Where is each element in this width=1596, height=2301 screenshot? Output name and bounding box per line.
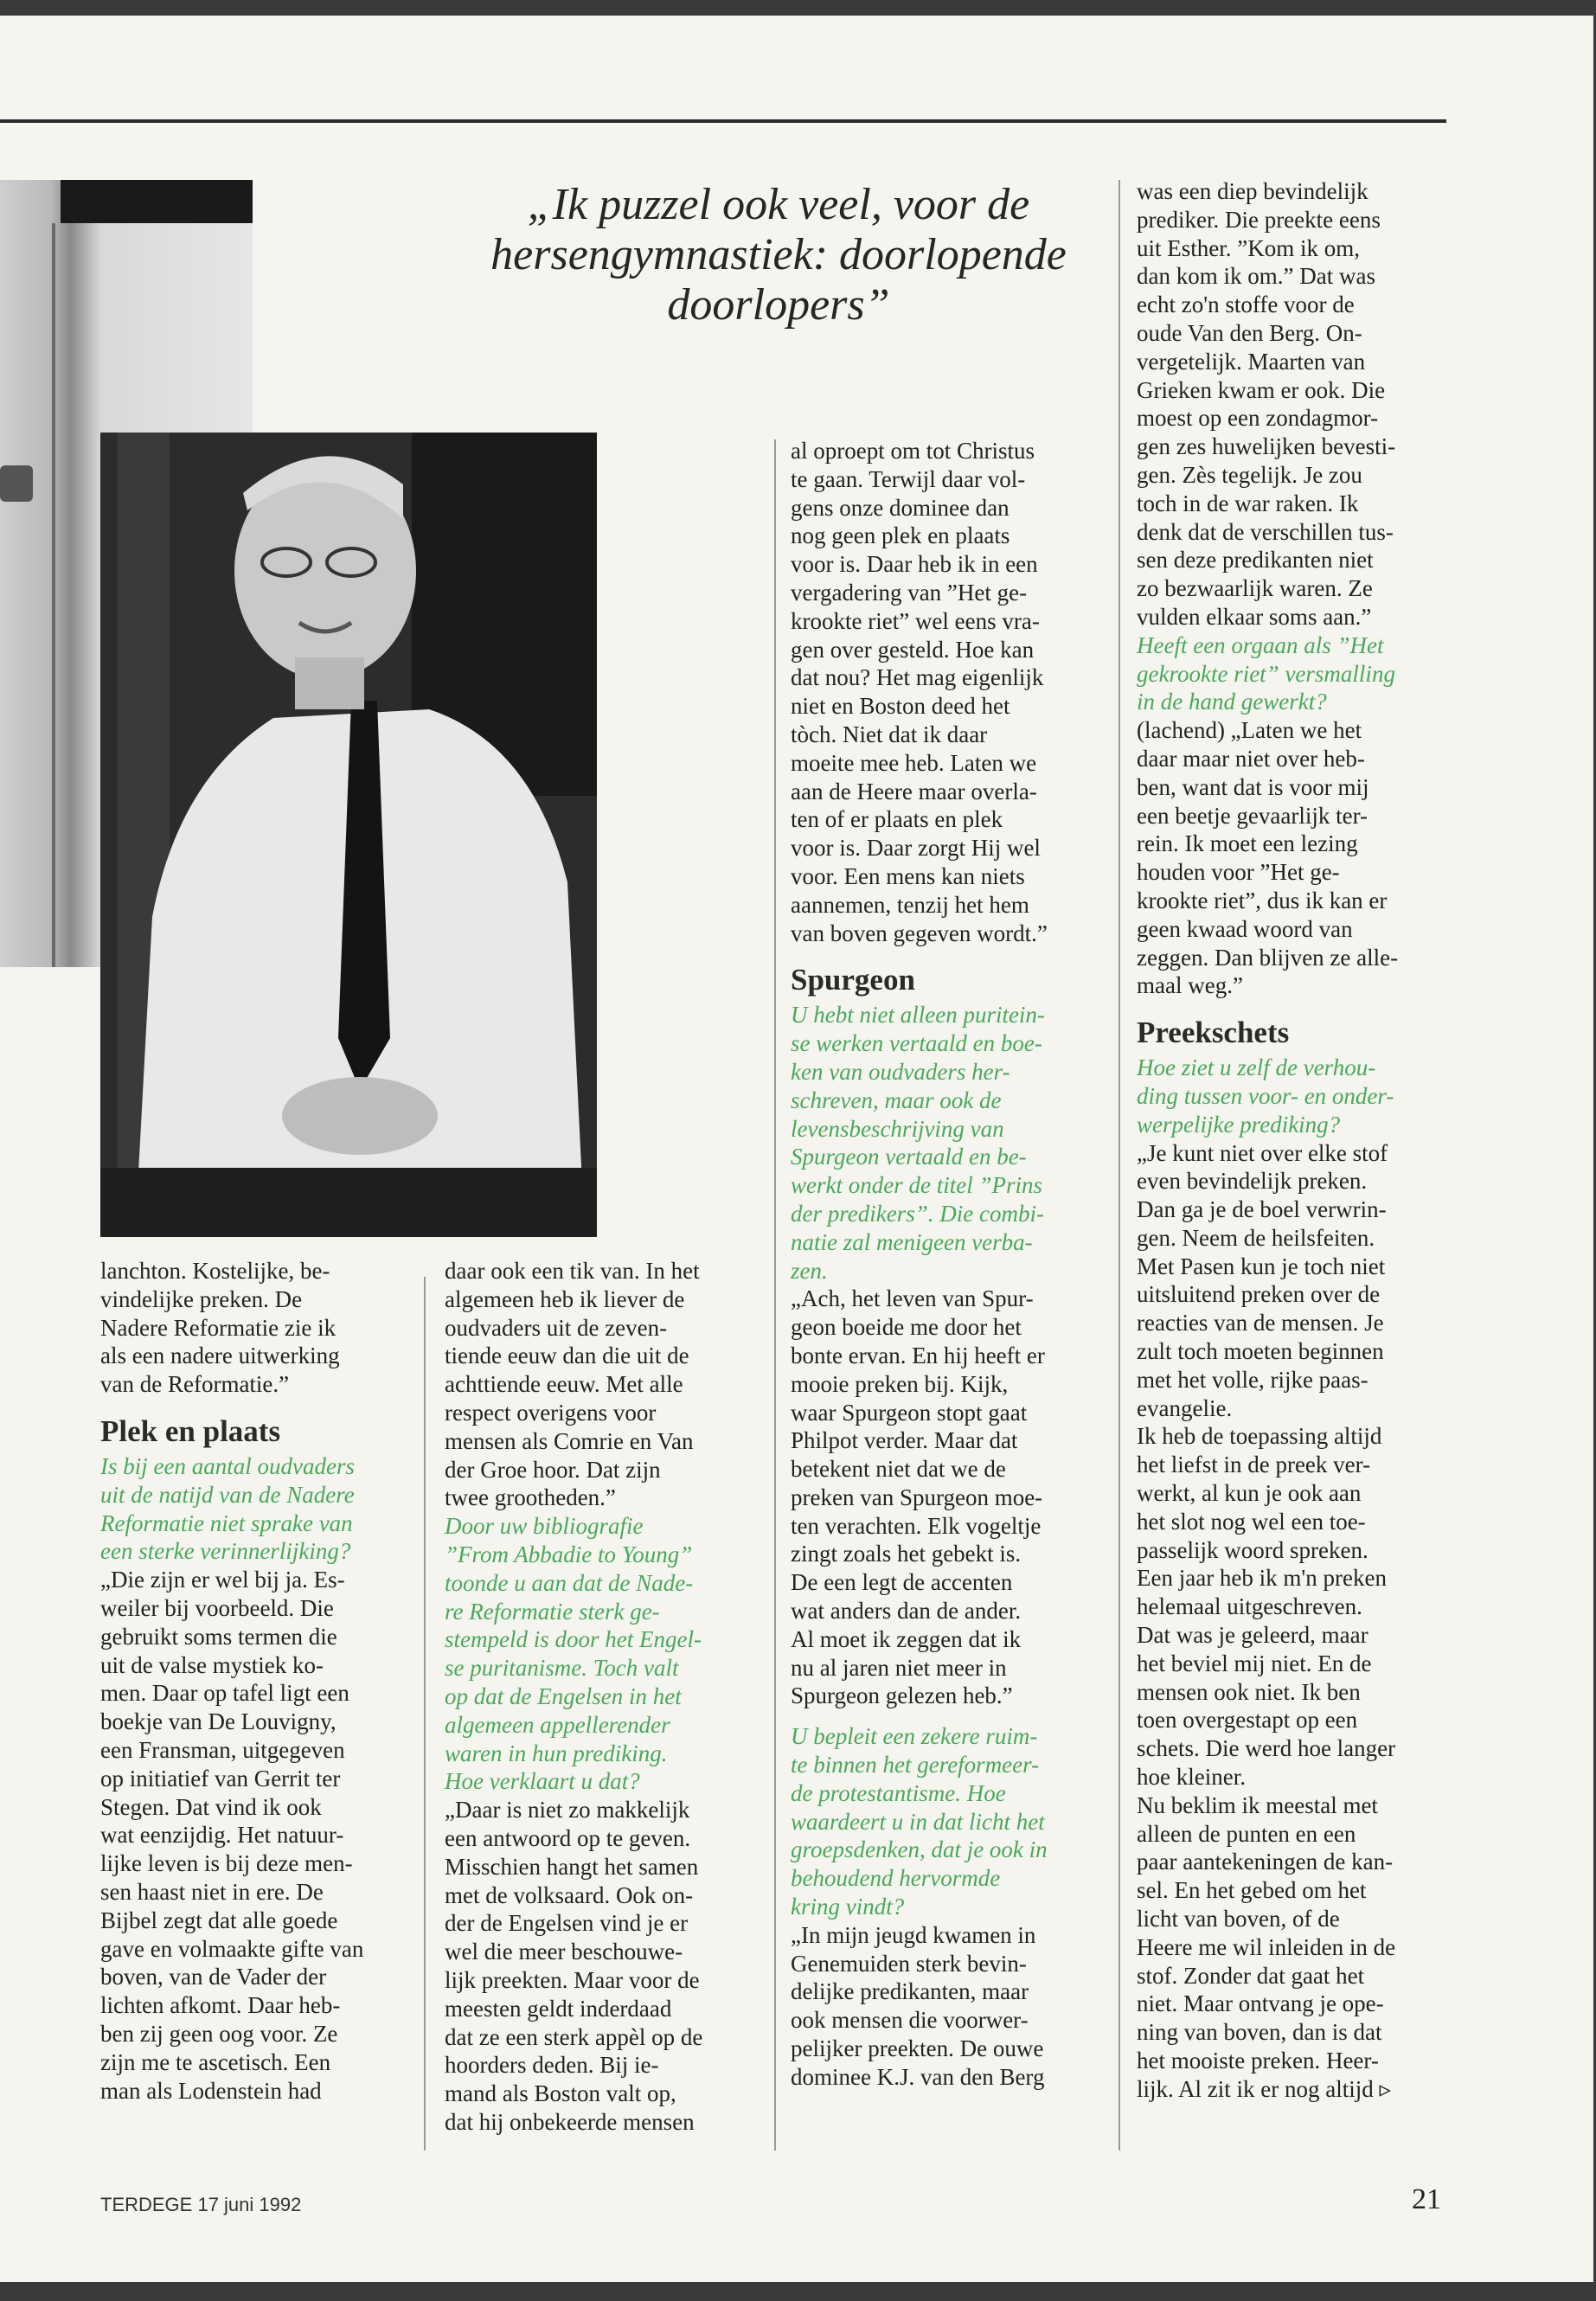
body-text-line: „Je kunt niet over elke stof: [1137, 1139, 1388, 1166]
body-text-line: Ik heb de toepassing altijd: [1137, 1423, 1382, 1450]
portrait-photo: [100, 433, 597, 1237]
text-column-2: [445, 1257, 702, 2137]
body-text-line: zingt zoals het gebekt is.: [791, 1541, 1022, 1567]
body-text-line: betekent niet dat we de: [791, 1456, 1006, 1483]
body-text-line: oudvaders uit de zeven-: [445, 1314, 668, 1341]
body-text-line: Met Pasen kun je toch niet: [1137, 1253, 1386, 1279]
interview-question-line: Spurgeon vertaald en be-: [791, 1144, 1027, 1170]
section-heading: Spurgeon: [791, 963, 915, 997]
body-text-line: geon boeide me door het: [791, 1314, 1022, 1341]
interview-question-line: werpelijke prediking?: [1137, 1111, 1341, 1138]
body-text-line: weiler bij voorbeeld. Die: [100, 1594, 334, 1621]
body-text-line: gen zes huwelijken bevesti-: [1137, 433, 1396, 460]
body-text-line: hoe kleiner.: [1137, 1764, 1246, 1791]
body-text-line: De een legt de accenten: [791, 1569, 1013, 1596]
body-text-line: dat hij onbekeerde mensen: [445, 2108, 695, 2135]
photo-door-edge: [52, 223, 55, 967]
body-text-line: licht van boven, of de: [1137, 1906, 1340, 1932]
body-text-line: man als Lodenstein had: [100, 2077, 322, 2104]
interview-question-line: uit de natijd van de Nadere: [100, 1481, 355, 1508]
body-text-line: Genemuiden sterk bevin-: [791, 1950, 1027, 1977]
body-text-line: met het volle, rijke paas-: [1137, 1366, 1368, 1393]
body-text-line: delijke predikanten, maar: [791, 1978, 1029, 2005]
interview-question-line: behoudend hervormde: [791, 1865, 1001, 1892]
spacer: [791, 947, 1048, 959]
body-text-line: mooie preken bij. Kijk,: [791, 1370, 1009, 1397]
body-text-line: tòch. Niet dat ik daar: [791, 721, 988, 747]
body-text-line: een Fransman, uitgegeven: [100, 1736, 345, 1763]
interview-question-line: U bepleit een zekere ruim-: [791, 1723, 1038, 1750]
body-text-line: algemeen heb ik liever de: [445, 1285, 685, 1312]
body-text-line: achttiende eeuw. Met alle: [445, 1371, 683, 1398]
body-text-line: meesten geldt inderdaad: [445, 1995, 672, 2022]
body-text-line: Heere me wil inleiden in de: [1137, 1933, 1396, 1960]
body-text-line: voor is. Daar zorgt Hij wel: [791, 835, 1041, 862]
body-text-line: ten of er plaats en plek: [791, 806, 1003, 833]
spacer: [100, 1399, 363, 1411]
body-text-line: gen. Zès tegelijk. Je zou: [1137, 461, 1362, 488]
body-text-line: ning van boven, dan is dat: [1137, 2019, 1382, 2046]
body-text-line: ben, want dat is voor mij: [1137, 773, 1369, 800]
interview-question-line: Door uw bibliografie: [445, 1513, 644, 1540]
interview-question-line: een sterke verinnerlijking?: [100, 1538, 351, 1565]
body-text-line: dat nou? Het mag eigenlijk: [791, 664, 1044, 691]
column-rule-1: [424, 1277, 426, 2150]
body-text-line: moest op een zondagmor-: [1137, 405, 1379, 432]
body-text-line: gebruikt soms termen die: [100, 1623, 337, 1650]
body-text-line: uit Esther. ”Kom ik om,: [1137, 234, 1360, 261]
body-text-line: „In mijn jeugd kwamen in: [791, 1921, 1036, 1948]
body-text-line: aannemen, tenzij het hem: [791, 891, 1029, 918]
body-text-line: nu al jaren niet meer in: [791, 1654, 1007, 1681]
body-text-line: dat ze een sterk appèl op de: [445, 2023, 703, 2050]
interview-question-line: Hoe ziet u zelf de verhou-: [1137, 1054, 1376, 1081]
body-text-line: het mooiste preken. Heer-: [1137, 2048, 1379, 2073]
photo-door-knob: [0, 465, 33, 502]
section-heading: Plek en plaats: [100, 1413, 281, 1448]
body-text-line: vindelijke preken. De: [100, 1285, 303, 1312]
headline-quote: „Ik puzzel ook veel, voor de hersengymnastiek: doorlopende doorlopers”: [490, 180, 1067, 330]
body-text-line: ook mensen die voorwer-: [791, 2007, 1029, 2034]
body-text-line: „Die zijn er wel bij ja. Es-: [100, 1567, 345, 1593]
body-text-line: zeggen. Dan blijven ze alle-: [1137, 944, 1399, 971]
body-text-line: gave en volmaakte gifte van: [100, 1935, 364, 1962]
body-text-line: moeite mee heb. Laten we: [791, 749, 1037, 776]
interview-question-line: gekrookte riet” versmalling: [1137, 660, 1395, 687]
body-text-line: oude Van den Berg. On-: [1137, 319, 1362, 346]
body-text-line: voor. Een mens kan niets: [791, 862, 1025, 889]
body-text-line: gen. Neem de heilsfeiten.: [1137, 1224, 1375, 1251]
body-text-line: ten verachten. Elk vogeltje: [791, 1512, 1042, 1539]
body-text-line: zo bezwaarlijk waren. Ze: [1137, 575, 1373, 602]
body-text-line: lijk preekten. Maar voor de: [445, 1966, 700, 1993]
body-text-line: echt zo'n stoffe voor de: [1137, 292, 1355, 318]
body-text-line: van de Reformatie.”: [100, 1371, 290, 1398]
body-text-line: Dat was je geleerd, maar: [1137, 1622, 1368, 1649]
body-text-line: bonte ervan. En hij heeft er: [791, 1342, 1045, 1368]
body-text-line: wat eenzijdig. Het natuur-: [100, 1822, 344, 1849]
body-text-line: sen deze predikanten niet: [1137, 547, 1374, 574]
body-text-line: der Groe hoor. Dat zijn: [445, 1456, 661, 1483]
body-text-line: Philpot verder. Maar dat: [791, 1427, 1018, 1454]
body-text-line: mand als Boston valt op,: [445, 2080, 676, 2107]
body-text-line: als een nadere uitwerking: [100, 1343, 340, 1369]
interview-question-line: algemeen appellerender: [445, 1711, 670, 1738]
body-text-line: werkt, al kun je ook aan: [1137, 1480, 1362, 1507]
body-text-line: wel die meer beschouwe-: [445, 1939, 683, 1965]
body-text-line: Grieken kwam er ook. Die: [1137, 376, 1386, 403]
column-rule-2: [774, 439, 776, 2150]
body-text-line: met de volksaard. Ook on-: [445, 1881, 694, 1908]
body-text-line: alleen de punten en een: [1137, 1820, 1356, 1847]
body-text-line: Nadere Reformatie zie ik: [100, 1314, 337, 1341]
body-text-line: toen overgestapt op een: [1137, 1707, 1358, 1734]
interview-question-line: der predikers”. Die combi-: [791, 1200, 1044, 1227]
text-column-1: [100, 1257, 363, 2105]
body-text-line: van boven gegeven wordt.”: [791, 920, 1048, 946]
body-text-line: het slot nog wel een toe-: [1137, 1508, 1366, 1535]
text-column-4: [1137, 177, 1398, 2104]
body-text-line: vulden elkaar soms aan.”: [1137, 603, 1372, 630]
body-text-line: te gaan. Terwijl daar vol-: [791, 465, 1026, 492]
body-text-line: men. Daar op tafel ligt een: [100, 1680, 349, 1707]
body-text-line: daar maar niet over heb-: [1137, 745, 1365, 772]
body-text-line: op initiatief van Gerrit ter: [100, 1765, 341, 1791]
body-text-line: passelijk woord spreken.: [1137, 1536, 1368, 1563]
spacer: [791, 1710, 1048, 1722]
body-text-line: voor is. Daar heb ik in een: [791, 551, 1038, 578]
body-text-line: zult toch moeten beginnen: [1137, 1338, 1384, 1365]
magazine-page: [0, 16, 1593, 2282]
body-text-line: Een jaar heb ik m'n preken: [1137, 1565, 1387, 1592]
portrait-illustration: [100, 433, 597, 1237]
body-text-line: waar Spurgeon stopt gaat: [791, 1399, 1028, 1426]
body-text-line: het liefst in de preek ver-: [1137, 1452, 1371, 1478]
interview-question-line: stempeld is door het Engel-: [445, 1626, 702, 1653]
body-text-line: houden voor ”Het ge-: [1137, 859, 1340, 886]
interview-question-line: op dat de Engelsen in het: [445, 1682, 682, 1709]
body-text-line: rein. Ik moet een lezing: [1137, 830, 1358, 857]
text-column-3: [791, 437, 1048, 2092]
body-text-line: lijk. Al zit ik er nog altijd ▹: [1137, 2075, 1392, 2102]
footer-publication: TERDEGE 17 juni 1992: [100, 2194, 302, 2215]
body-text-line: preken van Spurgeon moe-: [791, 1484, 1043, 1510]
body-text-line: even bevindelijk preken.: [1137, 1168, 1368, 1195]
body-text-line: stof. Zonder dat gaat het: [1137, 1962, 1365, 1989]
body-text-line: een beetje gevaarlijk ter-: [1137, 802, 1368, 829]
body-text-line: Dan ga je de boel verwrin-: [1137, 1196, 1387, 1223]
body-text-line: het beviel mij niet. En de: [1137, 1650, 1372, 1676]
body-text-line: geen kwaad woord van: [1137, 915, 1353, 942]
body-text-line: aan de Heere maar overla-: [791, 778, 1037, 804]
interview-question-line: de protestantisme. Hoe: [791, 1779, 1006, 1806]
body-text-line: sen haast niet in ere. De: [100, 1878, 324, 1905]
body-text-line: uitsluitend preken over de: [1137, 1281, 1381, 1308]
body-text-line: niet en Boston deed het: [791, 693, 1010, 720]
interview-question-line: waardeert u in dat licht het: [791, 1808, 1045, 1835]
body-text-line: al oproept om tot Christus: [791, 438, 1035, 464]
interview-question-line: waren in hun prediking.: [445, 1740, 668, 1766]
interview-question-line: zen.: [791, 1257, 828, 1284]
body-text-line: pelijker preekten. De ouwe: [791, 2035, 1044, 2062]
body-text-line: „Daar is niet zo makkelijk: [445, 1797, 690, 1823]
body-text-line: ben zij geen oog voor. Ze: [100, 2020, 338, 2047]
body-text-line: wat anders dan de ander.: [791, 1598, 1022, 1625]
interview-question-line: natie zal menigeen verba-: [791, 1228, 1033, 1255]
body-text-line: sel. En het gebed om het: [1137, 1877, 1367, 1904]
body-text-line: dominee K.J. van den Berg: [791, 2063, 1045, 2090]
body-text-line: vergetelijk. Maarten van: [1137, 348, 1366, 375]
body-text-line: der de Engelsen vind je er: [445, 1910, 689, 1937]
body-text-line: Nu beklim ik meestal met: [1137, 1791, 1378, 1818]
page-number: 21: [1412, 2183, 1441, 2215]
body-text-line: gens onze dominee dan: [791, 494, 1010, 521]
body-text-line: denk dat de verschillen tus-: [1137, 518, 1394, 545]
body-text-line: mensen als Comrie en Van: [445, 1427, 694, 1454]
body-text-line: zijn me te ascetisch. Een: [100, 2048, 331, 2075]
body-text-line: hoorders deden. Bij ie-: [445, 2052, 659, 2079]
body-text-line: Stegen. Dat vind ik ook: [100, 1793, 322, 1820]
interview-question-line: in de hand gewerkt?: [1137, 689, 1327, 715]
interview-question-line: ”From Abbadie to Young”: [445, 1541, 693, 1567]
interview-question-line: re Reformatie sterk ge-: [445, 1598, 660, 1625]
interview-question-line: groepsdenken, dat je ook in: [791, 1836, 1048, 1863]
interview-question-line: kring vindt?: [791, 1894, 905, 1920]
interview-question-line: werkt onder de titel ”Prins: [791, 1172, 1042, 1199]
interview-question-line: se werken vertaald en boe-: [791, 1030, 1042, 1057]
body-text-line: prediker. Die preekte eens: [1137, 206, 1381, 233]
interview-question-line: levensbeschrijving van: [791, 1115, 1004, 1142]
body-text-line: vergadering van ”Het ge-: [791, 579, 1028, 606]
body-text-line: boven, van de Vader der: [100, 1964, 327, 1990]
body-text-line: krookte riet” wel eens vra-: [791, 607, 1040, 634]
interview-question-line: ding tussen voor- en onder-: [1137, 1082, 1394, 1109]
interview-question-line: Is bij een aantal oudvaders: [100, 1452, 355, 1479]
body-text-line: niet. Maar ontvang je ope-: [1137, 1990, 1384, 2017]
interview-question-line: Reformatie niet sprake van: [100, 1509, 353, 1536]
body-text-line: een antwoord op te geven.: [445, 1824, 691, 1851]
body-text-line: uit de valse mystiek ko-: [100, 1651, 324, 1678]
interview-question-line: ken van oudvaders her-: [791, 1058, 1010, 1085]
section-heading: Preekschets: [1137, 1016, 1290, 1050]
interview-question-line: Heeft een orgaan als ”Het: [1137, 631, 1384, 658]
body-text-line: lichten afkomt. Daar heb-: [100, 1992, 341, 2019]
interview-question-line: U hebt niet alleen puritein-: [791, 1002, 1045, 1029]
interview-question-line: schreven, maar ook de: [791, 1086, 1002, 1113]
body-text-line: lijke leven is bij deze men-: [100, 1850, 353, 1877]
body-text-line: Bijbel zegt dat alle goede: [100, 1907, 338, 1933]
body-text-line: Misschien hangt het samen: [445, 1853, 699, 1880]
body-text-line: Spurgeon gelezen heb.”: [791, 1682, 1013, 1709]
body-text-line: daar ook een tik van. In het: [445, 1258, 700, 1284]
body-text-line: reacties van de mensen. Je: [1137, 1310, 1384, 1336]
body-text-line: helemaal uitgeschreven.: [1137, 1593, 1362, 1620]
interview-question-line: Hoe verklaart u dat?: [445, 1768, 640, 1795]
body-text-line: schets. Die werd hoe langer: [1137, 1735, 1396, 1762]
interview-question-line: toonde u aan dat de Nade-: [445, 1569, 694, 1596]
interview-question-line: se puritanisme. Toch valt: [445, 1655, 679, 1682]
body-text-line: tiende eeuw dan die uit de: [445, 1343, 689, 1369]
body-text-line: dan kom ik om.” Dat was: [1137, 263, 1375, 290]
body-text-line: was een diep bevindelijk: [1137, 178, 1368, 204]
body-text-line: mensen ook niet. Ik ben: [1137, 1678, 1361, 1705]
body-text-line: lanchton. Kostelijke, be-: [100, 1258, 330, 1284]
body-text-line: paar aantekeningen de kan-: [1137, 1849, 1394, 1875]
body-text-line: toch in de war raken. Ik: [1137, 490, 1359, 516]
body-text-line: „Ach, het leven van Spur-: [791, 1285, 1034, 1312]
body-text-line: maal weg.”: [1137, 972, 1243, 999]
body-text-line: respect overigens voor: [445, 1399, 657, 1426]
body-text-line: Al moet ik zeggen dat ik: [791, 1625, 1022, 1652]
body-text-line: twee grootheden.”: [445, 1484, 616, 1511]
column-rule-3: [1118, 180, 1120, 2150]
interview-question-line: te binnen het gereformeer-: [791, 1752, 1040, 1779]
body-text-line: krookte riet”, dus ik kan er: [1137, 887, 1388, 913]
body-text-line: nog geen plek en plaats: [791, 522, 1010, 549]
body-text-line: boekje van De Louvigny,: [100, 1708, 337, 1735]
photo-dark-band: [61, 180, 253, 223]
body-text-line: evangelie.: [1137, 1394, 1233, 1421]
spacer: [1137, 1000, 1398, 1012]
top-rule: [0, 119, 1446, 123]
body-text-line: (lachend) „Laten we het: [1137, 717, 1362, 744]
body-text-line: gen over gesteld. Hoe kan: [791, 636, 1035, 663]
